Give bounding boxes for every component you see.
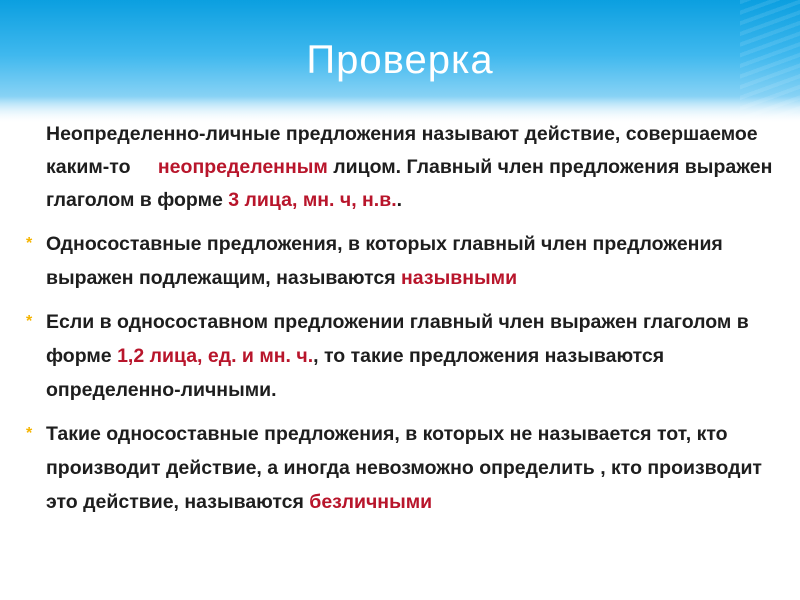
bullet-star-icon: *	[26, 235, 33, 252]
text-segment: , то такие предложения называются определенно-личными.	[46, 345, 665, 401]
slide-title: Проверка	[306, 38, 494, 82]
bullet-star-icon: *	[26, 313, 33, 330]
paragraph-4	[26, 417, 796, 519]
paragraph-1	[26, 118, 796, 217]
bullet-star-icon: *	[26, 425, 33, 442]
paragraph-2	[26, 227, 796, 295]
text-segment: Односоставные предложения, в которых главный член предложения выражен подлежащим, называются	[46, 233, 723, 289]
text-segment: Такие односоставные предложения, в которых не называется тот, кто производит действие, а иногда невозможно определить , кто производит это действие, называются	[46, 423, 762, 513]
text-segment: Неопределенно-личные предложения называют действие, совершаемое каким-то	[46, 123, 758, 178]
slide-header	[0, 0, 800, 122]
highlight-text: 1,2 лица, ед. и мн. ч.	[117, 345, 314, 367]
highlight-text: неопределенным	[157, 156, 328, 178]
highlight-text: назывными	[401, 267, 518, 289]
slide-content	[26, 118, 796, 519]
highlight-text: 3 лица,	[228, 189, 298, 211]
text-segment: лицом. Главный член предложения выражен глаголом в форме	[46, 156, 773, 211]
highlight-text: мн. ч,	[302, 189, 357, 211]
text-segment: Если в односоставном предложении главный член выражен глаголом в форме	[46, 311, 749, 367]
paragraph-3	[26, 305, 796, 407]
text-segment: .	[396, 189, 403, 211]
highlight-text: безличными	[309, 491, 433, 513]
highlight-text: н.в.	[362, 189, 397, 211]
